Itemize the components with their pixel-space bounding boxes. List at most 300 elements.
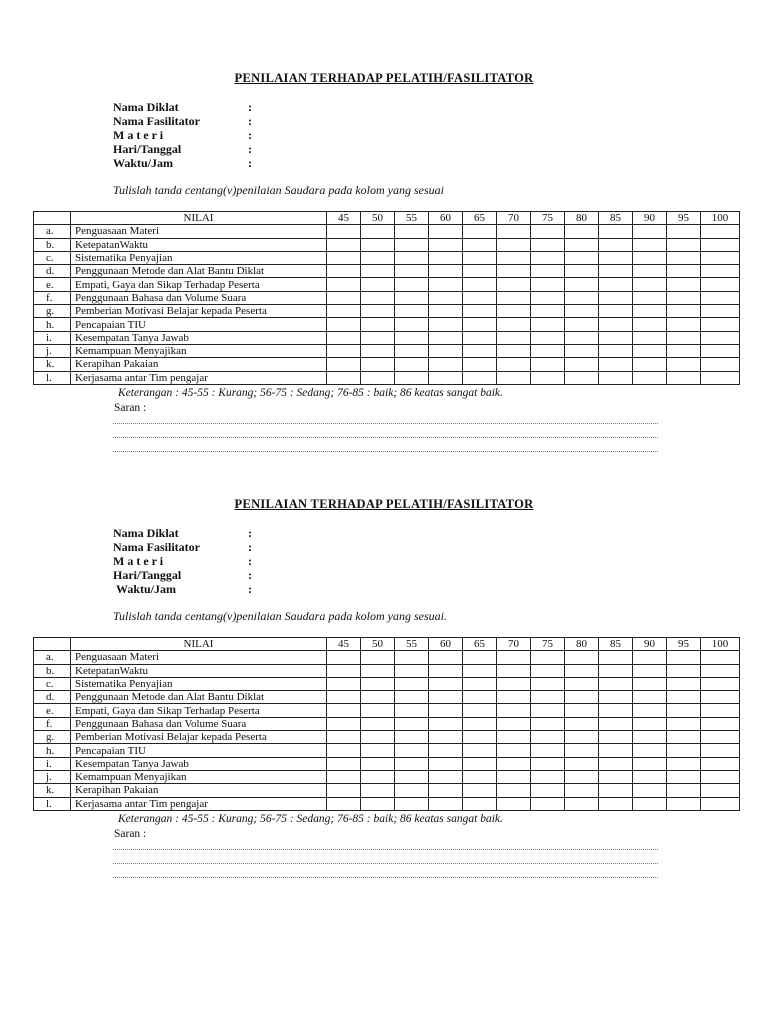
- score-cell-80[interactable]: [565, 331, 599, 344]
- score-cell-55[interactable]: [395, 770, 429, 783]
- score-cell-90[interactable]: [633, 344, 667, 357]
- score-cell-55[interactable]: [395, 331, 429, 344]
- score-cell-100[interactable]: [701, 797, 740, 810]
- field-waktu-jam[interactable]: [113, 582, 252, 596]
- score-cell-95[interactable]: [667, 664, 701, 677]
- score-cell-65[interactable]: [463, 344, 497, 357]
- score-cell-95[interactable]: [667, 358, 701, 371]
- score-cell-90[interactable]: [633, 717, 667, 730]
- score-cell-50[interactable]: [361, 305, 395, 318]
- score-cell-50[interactable]: [361, 677, 395, 690]
- score-cell-100[interactable]: [701, 265, 740, 278]
- score-cell-85[interactable]: [599, 664, 633, 677]
- score-cell-65[interactable]: [463, 278, 497, 291]
- score-cell-85[interactable]: [599, 318, 633, 331]
- score-cell-85[interactable]: [599, 744, 633, 757]
- score-cell-45[interactable]: [327, 744, 361, 757]
- score-cell-90[interactable]: [633, 318, 667, 331]
- score-cell-85[interactable]: [599, 358, 633, 371]
- score-cell-90[interactable]: [633, 238, 667, 251]
- score-cell-95[interactable]: [667, 278, 701, 291]
- score-cell-60[interactable]: [429, 225, 463, 238]
- score-cell-65[interactable]: [463, 331, 497, 344]
- score-cell-90[interactable]: [633, 331, 667, 344]
- score-cell-55[interactable]: [395, 318, 429, 331]
- score-cell-75[interactable]: [531, 331, 565, 344]
- score-cell-80[interactable]: [565, 238, 599, 251]
- score-cell-80[interactable]: [565, 731, 599, 744]
- score-cell-55[interactable]: [395, 344, 429, 357]
- score-cell-75[interactable]: [531, 225, 565, 238]
- field-nama-diklat[interactable]: [113, 526, 252, 540]
- score-cell-100[interactable]: [701, 651, 740, 664]
- score-cell-50[interactable]: [361, 757, 395, 770]
- score-cell-70[interactable]: [497, 651, 531, 664]
- score-cell-70[interactable]: [497, 731, 531, 744]
- score-cell-60[interactable]: [429, 664, 463, 677]
- score-cell-100[interactable]: [701, 305, 740, 318]
- score-cell-100[interactable]: [701, 704, 740, 717]
- score-cell-95[interactable]: [667, 251, 701, 264]
- score-cell-55[interactable]: [395, 677, 429, 690]
- score-cell-60[interactable]: [429, 677, 463, 690]
- score-cell-85[interactable]: [599, 717, 633, 730]
- score-cell-80[interactable]: [565, 278, 599, 291]
- score-cell-65[interactable]: [463, 691, 497, 704]
- score-cell-100[interactable]: [701, 344, 740, 357]
- score-cell-45[interactable]: [327, 664, 361, 677]
- score-cell-65[interactable]: [463, 664, 497, 677]
- score-cell-85[interactable]: [599, 278, 633, 291]
- score-cell-90[interactable]: [633, 784, 667, 797]
- score-cell-65[interactable]: [463, 770, 497, 783]
- score-cell-80[interactable]: [565, 704, 599, 717]
- score-cell-70[interactable]: [497, 691, 531, 704]
- score-cell-100[interactable]: [701, 251, 740, 264]
- score-cell-70[interactable]: [497, 225, 531, 238]
- score-cell-95[interactable]: [667, 717, 701, 730]
- score-cell-100[interactable]: [701, 278, 740, 291]
- saran-line-2[interactable]: [113, 437, 658, 438]
- score-cell-85[interactable]: [599, 784, 633, 797]
- field-nama-fasilitator[interactable]: [113, 114, 252, 128]
- field-waktu-jam[interactable]: [113, 156, 252, 170]
- score-cell-70[interactable]: [497, 251, 531, 264]
- score-cell-55[interactable]: [395, 265, 429, 278]
- score-cell-80[interactable]: [565, 344, 599, 357]
- score-cell-80[interactable]: [565, 744, 599, 757]
- score-cell-60[interactable]: [429, 291, 463, 304]
- saran-line-3[interactable]: [113, 451, 658, 452]
- score-cell-75[interactable]: [531, 265, 565, 278]
- score-cell-100[interactable]: [701, 358, 740, 371]
- score-cell-95[interactable]: [667, 305, 701, 318]
- score-cell-65[interactable]: [463, 744, 497, 757]
- score-cell-95[interactable]: [667, 265, 701, 278]
- score-cell-65[interactable]: [463, 371, 497, 384]
- score-cell-85[interactable]: [599, 371, 633, 384]
- score-cell-60[interactable]: [429, 757, 463, 770]
- score-cell-45[interactable]: [327, 717, 361, 730]
- score-cell-95[interactable]: [667, 651, 701, 664]
- score-cell-75[interactable]: [531, 691, 565, 704]
- score-cell-55[interactable]: [395, 731, 429, 744]
- score-cell-70[interactable]: [497, 784, 531, 797]
- score-cell-70[interactable]: [497, 278, 531, 291]
- score-cell-80[interactable]: [565, 291, 599, 304]
- score-cell-85[interactable]: [599, 704, 633, 717]
- field-materi[interactable]: [113, 554, 252, 568]
- score-cell-60[interactable]: [429, 717, 463, 730]
- score-cell-65[interactable]: [463, 677, 497, 690]
- score-cell-100[interactable]: [701, 318, 740, 331]
- score-cell-70[interactable]: [497, 770, 531, 783]
- score-cell-80[interactable]: [565, 265, 599, 278]
- score-cell-65[interactable]: [463, 251, 497, 264]
- score-cell-90[interactable]: [633, 797, 667, 810]
- score-cell-65[interactable]: [463, 704, 497, 717]
- score-cell-45[interactable]: [327, 344, 361, 357]
- score-cell-80[interactable]: [565, 358, 599, 371]
- score-cell-90[interactable]: [633, 677, 667, 690]
- score-cell-85[interactable]: [599, 731, 633, 744]
- score-cell-45[interactable]: [327, 238, 361, 251]
- score-cell-100[interactable]: [701, 238, 740, 251]
- score-cell-85[interactable]: [599, 770, 633, 783]
- score-cell-100[interactable]: [701, 371, 740, 384]
- score-cell-50[interactable]: [361, 770, 395, 783]
- score-cell-70[interactable]: [497, 717, 531, 730]
- score-cell-45[interactable]: [327, 371, 361, 384]
- score-cell-70[interactable]: [497, 677, 531, 690]
- score-cell-95[interactable]: [667, 784, 701, 797]
- score-cell-55[interactable]: [395, 358, 429, 371]
- score-cell-75[interactable]: [531, 784, 565, 797]
- score-cell-80[interactable]: [565, 797, 599, 810]
- score-cell-50[interactable]: [361, 717, 395, 730]
- score-cell-90[interactable]: [633, 691, 667, 704]
- score-cell-95[interactable]: [667, 757, 701, 770]
- score-cell-50[interactable]: [361, 291, 395, 304]
- score-cell-55[interactable]: [395, 371, 429, 384]
- score-cell-70[interactable]: [497, 305, 531, 318]
- score-cell-65[interactable]: [463, 651, 497, 664]
- score-cell-90[interactable]: [633, 291, 667, 304]
- score-cell-85[interactable]: [599, 331, 633, 344]
- score-cell-100[interactable]: [701, 784, 740, 797]
- score-cell-100[interactable]: [701, 757, 740, 770]
- field-nama-diklat[interactable]: [113, 100, 252, 114]
- score-cell-95[interactable]: [667, 318, 701, 331]
- score-cell-50[interactable]: [361, 784, 395, 797]
- score-cell-95[interactable]: [667, 677, 701, 690]
- score-cell-55[interactable]: [395, 664, 429, 677]
- score-cell-70[interactable]: [497, 704, 531, 717]
- score-cell-45[interactable]: [327, 251, 361, 264]
- score-cell-90[interactable]: [633, 757, 667, 770]
- score-cell-70[interactable]: [497, 797, 531, 810]
- score-cell-85[interactable]: [599, 251, 633, 264]
- score-cell-60[interactable]: [429, 331, 463, 344]
- score-cell-80[interactable]: [565, 225, 599, 238]
- score-cell-75[interactable]: [531, 278, 565, 291]
- score-cell-50[interactable]: [361, 318, 395, 331]
- score-cell-75[interactable]: [531, 797, 565, 810]
- score-cell-55[interactable]: [395, 704, 429, 717]
- saran-line-1[interactable]: [113, 849, 658, 850]
- score-cell-95[interactable]: [667, 797, 701, 810]
- score-cell-50[interactable]: [361, 744, 395, 757]
- score-cell-50[interactable]: [361, 797, 395, 810]
- score-cell-55[interactable]: [395, 784, 429, 797]
- score-cell-75[interactable]: [531, 371, 565, 384]
- score-cell-80[interactable]: [565, 371, 599, 384]
- score-cell-65[interactable]: [463, 305, 497, 318]
- score-cell-60[interactable]: [429, 278, 463, 291]
- score-cell-50[interactable]: [361, 664, 395, 677]
- score-cell-60[interactable]: [429, 251, 463, 264]
- score-cell-55[interactable]: [395, 238, 429, 251]
- score-cell-45[interactable]: [327, 770, 361, 783]
- score-cell-100[interactable]: [701, 677, 740, 690]
- score-cell-50[interactable]: [361, 265, 395, 278]
- score-cell-60[interactable]: [429, 744, 463, 757]
- score-cell-95[interactable]: [667, 225, 701, 238]
- score-cell-45[interactable]: [327, 291, 361, 304]
- saran-line-3[interactable]: [113, 877, 658, 878]
- score-cell-75[interactable]: [531, 238, 565, 251]
- score-cell-50[interactable]: [361, 238, 395, 251]
- score-cell-45[interactable]: [327, 677, 361, 690]
- score-cell-100[interactable]: [701, 331, 740, 344]
- score-cell-55[interactable]: [395, 691, 429, 704]
- score-cell-50[interactable]: [361, 331, 395, 344]
- score-cell-60[interactable]: [429, 797, 463, 810]
- score-cell-80[interactable]: [565, 677, 599, 690]
- score-cell-100[interactable]: [701, 225, 740, 238]
- score-cell-45[interactable]: [327, 265, 361, 278]
- score-cell-100[interactable]: [701, 291, 740, 304]
- score-cell-90[interactable]: [633, 358, 667, 371]
- score-cell-100[interactable]: [701, 744, 740, 757]
- score-cell-80[interactable]: [565, 651, 599, 664]
- score-cell-65[interactable]: [463, 784, 497, 797]
- score-cell-75[interactable]: [531, 291, 565, 304]
- field-materi[interactable]: [113, 128, 252, 142]
- score-cell-50[interactable]: [361, 278, 395, 291]
- score-cell-55[interactable]: [395, 797, 429, 810]
- score-cell-85[interactable]: [599, 238, 633, 251]
- score-cell-70[interactable]: [497, 331, 531, 344]
- score-cell-75[interactable]: [531, 305, 565, 318]
- score-cell-60[interactable]: [429, 371, 463, 384]
- score-cell-80[interactable]: [565, 757, 599, 770]
- score-cell-65[interactable]: [463, 265, 497, 278]
- score-cell-80[interactable]: [565, 770, 599, 783]
- score-cell-100[interactable]: [701, 717, 740, 730]
- score-cell-65[interactable]: [463, 318, 497, 331]
- score-cell-100[interactable]: [701, 691, 740, 704]
- score-cell-65[interactable]: [463, 717, 497, 730]
- score-cell-85[interactable]: [599, 797, 633, 810]
- score-cell-50[interactable]: [361, 344, 395, 357]
- score-cell-65[interactable]: [463, 358, 497, 371]
- score-cell-75[interactable]: [531, 744, 565, 757]
- score-cell-60[interactable]: [429, 770, 463, 783]
- score-cell-90[interactable]: [633, 770, 667, 783]
- score-cell-70[interactable]: [497, 318, 531, 331]
- score-cell-50[interactable]: [361, 251, 395, 264]
- score-cell-45[interactable]: [327, 784, 361, 797]
- score-cell-95[interactable]: [667, 691, 701, 704]
- score-cell-45[interactable]: [327, 305, 361, 318]
- score-cell-70[interactable]: [497, 238, 531, 251]
- score-cell-65[interactable]: [463, 238, 497, 251]
- score-cell-80[interactable]: [565, 691, 599, 704]
- score-cell-45[interactable]: [327, 225, 361, 238]
- score-cell-80[interactable]: [565, 318, 599, 331]
- score-cell-65[interactable]: [463, 225, 497, 238]
- score-cell-45[interactable]: [327, 358, 361, 371]
- field-hari-tanggal[interactable]: [113, 568, 252, 582]
- score-cell-75[interactable]: [531, 651, 565, 664]
- score-cell-55[interactable]: [395, 757, 429, 770]
- score-cell-85[interactable]: [599, 677, 633, 690]
- score-cell-50[interactable]: [361, 704, 395, 717]
- score-cell-70[interactable]: [497, 265, 531, 278]
- score-cell-85[interactable]: [599, 344, 633, 357]
- score-cell-45[interactable]: [327, 651, 361, 664]
- score-cell-75[interactable]: [531, 757, 565, 770]
- score-cell-95[interactable]: [667, 770, 701, 783]
- score-cell-60[interactable]: [429, 691, 463, 704]
- field-hari-tanggal[interactable]: [113, 142, 252, 156]
- score-cell-60[interactable]: [429, 651, 463, 664]
- score-cell-90[interactable]: [633, 251, 667, 264]
- score-cell-80[interactable]: [565, 251, 599, 264]
- score-cell-90[interactable]: [633, 225, 667, 238]
- score-cell-50[interactable]: [361, 225, 395, 238]
- score-cell-55[interactable]: [395, 291, 429, 304]
- score-cell-70[interactable]: [497, 744, 531, 757]
- score-cell-45[interactable]: [327, 797, 361, 810]
- score-cell-55[interactable]: [395, 305, 429, 318]
- score-cell-90[interactable]: [633, 744, 667, 757]
- score-cell-85[interactable]: [599, 651, 633, 664]
- score-cell-45[interactable]: [327, 331, 361, 344]
- score-cell-50[interactable]: [361, 358, 395, 371]
- score-cell-75[interactable]: [531, 358, 565, 371]
- score-cell-65[interactable]: [463, 291, 497, 304]
- score-cell-80[interactable]: [565, 717, 599, 730]
- score-cell-55[interactable]: [395, 278, 429, 291]
- score-cell-45[interactable]: [327, 278, 361, 291]
- score-cell-50[interactable]: [361, 371, 395, 384]
- score-cell-100[interactable]: [701, 770, 740, 783]
- score-cell-80[interactable]: [565, 784, 599, 797]
- score-cell-85[interactable]: [599, 757, 633, 770]
- score-cell-95[interactable]: [667, 744, 701, 757]
- score-cell-95[interactable]: [667, 331, 701, 344]
- score-cell-60[interactable]: [429, 704, 463, 717]
- score-cell-90[interactable]: [633, 731, 667, 744]
- score-cell-45[interactable]: [327, 731, 361, 744]
- score-cell-60[interactable]: [429, 265, 463, 278]
- score-cell-90[interactable]: [633, 278, 667, 291]
- score-cell-70[interactable]: [497, 371, 531, 384]
- score-cell-50[interactable]: [361, 691, 395, 704]
- score-cell-95[interactable]: [667, 704, 701, 717]
- score-cell-70[interactable]: [497, 664, 531, 677]
- score-cell-75[interactable]: [531, 664, 565, 677]
- score-cell-90[interactable]: [633, 265, 667, 278]
- score-cell-60[interactable]: [429, 358, 463, 371]
- score-cell-65[interactable]: [463, 797, 497, 810]
- score-cell-75[interactable]: [531, 318, 565, 331]
- score-cell-85[interactable]: [599, 265, 633, 278]
- score-cell-90[interactable]: [633, 704, 667, 717]
- score-cell-45[interactable]: [327, 704, 361, 717]
- score-cell-100[interactable]: [701, 731, 740, 744]
- score-cell-85[interactable]: [599, 291, 633, 304]
- score-cell-60[interactable]: [429, 784, 463, 797]
- score-cell-60[interactable]: [429, 318, 463, 331]
- score-cell-80[interactable]: [565, 664, 599, 677]
- score-cell-70[interactable]: [497, 358, 531, 371]
- score-cell-75[interactable]: [531, 704, 565, 717]
- score-cell-90[interactable]: [633, 371, 667, 384]
- score-cell-50[interactable]: [361, 651, 395, 664]
- score-cell-70[interactable]: [497, 757, 531, 770]
- saran-line-1[interactable]: [113, 423, 658, 424]
- score-cell-55[interactable]: [395, 651, 429, 664]
- score-cell-85[interactable]: [599, 305, 633, 318]
- score-cell-80[interactable]: [565, 305, 599, 318]
- score-cell-45[interactable]: [327, 318, 361, 331]
- score-cell-75[interactable]: [531, 677, 565, 690]
- score-cell-75[interactable]: [531, 731, 565, 744]
- score-cell-75[interactable]: [531, 717, 565, 730]
- score-cell-75[interactable]: [531, 344, 565, 357]
- score-cell-60[interactable]: [429, 238, 463, 251]
- score-cell-70[interactable]: [497, 344, 531, 357]
- score-cell-85[interactable]: [599, 225, 633, 238]
- score-cell-60[interactable]: [429, 344, 463, 357]
- score-cell-70[interactable]: [497, 291, 531, 304]
- score-cell-60[interactable]: [429, 731, 463, 744]
- score-cell-45[interactable]: [327, 691, 361, 704]
- field-nama-fasilitator[interactable]: [113, 540, 252, 554]
- score-cell-75[interactable]: [531, 251, 565, 264]
- score-cell-90[interactable]: [633, 664, 667, 677]
- score-cell-55[interactable]: [395, 744, 429, 757]
- score-cell-90[interactable]: [633, 305, 667, 318]
- score-cell-85[interactable]: [599, 691, 633, 704]
- score-cell-65[interactable]: [463, 731, 497, 744]
- score-cell-55[interactable]: [395, 717, 429, 730]
- score-cell-95[interactable]: [667, 344, 701, 357]
- score-cell-95[interactable]: [667, 731, 701, 744]
- score-cell-95[interactable]: [667, 371, 701, 384]
- score-cell-95[interactable]: [667, 238, 701, 251]
- score-cell-55[interactable]: [395, 251, 429, 264]
- score-cell-50[interactable]: [361, 731, 395, 744]
- score-cell-65[interactable]: [463, 757, 497, 770]
- score-cell-60[interactable]: [429, 305, 463, 318]
- score-cell-45[interactable]: [327, 757, 361, 770]
- saran-line-2[interactable]: [113, 863, 658, 864]
- score-cell-55[interactable]: [395, 225, 429, 238]
